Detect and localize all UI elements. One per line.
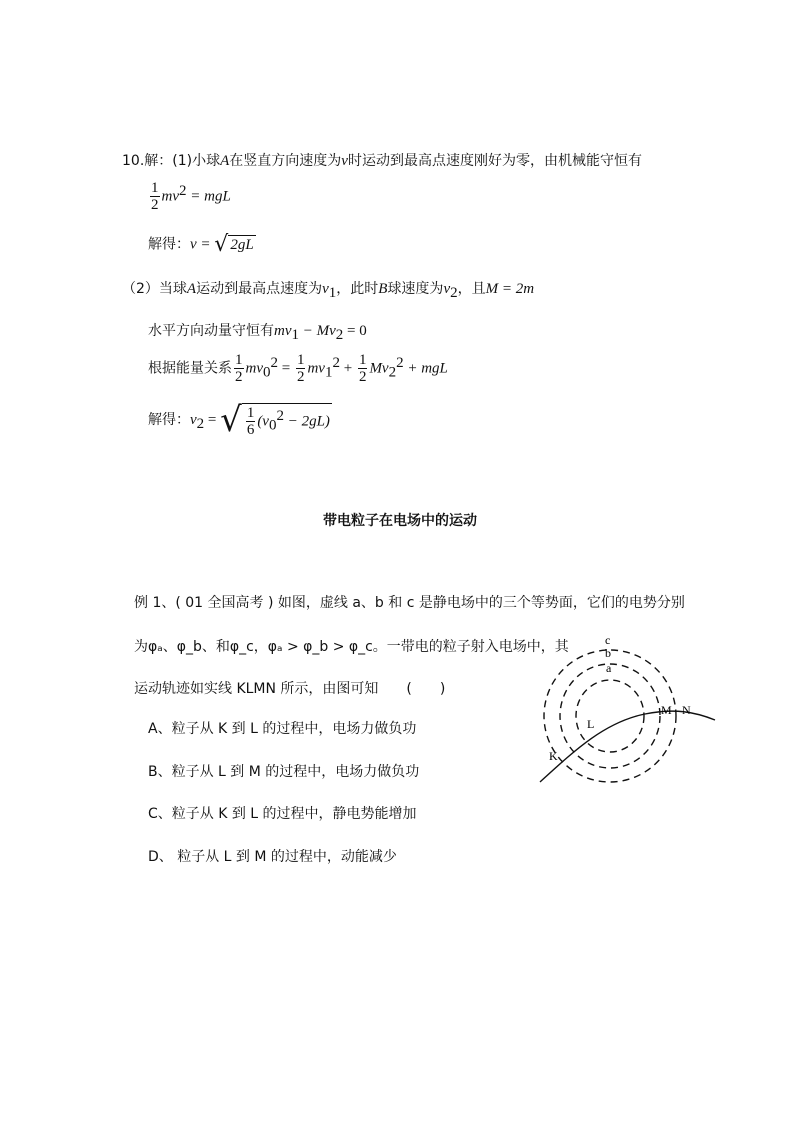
option-c: C、粒子从 K 到 L 的过程中，静电势能增加 (148, 806, 417, 822)
label-b: b (605, 646, 611, 660)
example-line-1: 例 1、( 01 全国高考 ) 如图，虚线 a、b 和 c 是静电场中的三个等势面，它们的电势分别 (134, 595, 685, 611)
equipotential-a (576, 680, 644, 752)
solution-result-1: 解得：v = √ 2gL (148, 232, 254, 257)
label-a: a (606, 661, 612, 675)
section-title: 带电粒子在电场中的运动 (323, 513, 477, 529)
momentum-equation: 水平方向动量守恒有$mv_1 - Mv_2 = 0$ (148, 323, 367, 343)
label-c: c (605, 633, 611, 647)
example-line-3: 运动轨迹如实线 KLMN 所示，由图可知 ( ) (134, 681, 446, 697)
option-b: B、粒子从 L 到 M 的过程中，电场力做负功 (148, 764, 420, 780)
option-a: A、粒子从 K 到 L 的过程中，电场力做负功 (148, 721, 417, 737)
energy-equation-2: 根据能量关系 $\frac{1}{2}$ $mv_0^2$ = $\frac{1}{2}$ $mv_1^2$ + $\frac{1}{2}$ $Mv_2^2$ + mgL (148, 352, 448, 385)
equation-energy-1: $\frac{1}{2}$ $mv^2$ = mgL (151, 180, 231, 213)
label-l: L (587, 717, 595, 731)
label-n: N (682, 703, 691, 717)
solution-result-2: 解得：$v_2$ = √ $\frac{1}{6}$ $(v_0^2 - 2gL)$ (148, 400, 330, 440)
example-line-2: 为φₐ、φ_b、和φ_c，φₐ > φ_b > φ_c。一带电的粒子射入电场中，其 (134, 639, 569, 655)
equipotential-diagram (535, 630, 735, 790)
option-d: D、 粒子从 L 到 M 的过程中，动能减少 (148, 849, 397, 865)
solution-line-1: 10.解：(1)小球A在竖直方向速度为v时运动到最高点速度刚好为零，由机械能守恒有 (122, 153, 642, 169)
label-m: M (661, 703, 672, 717)
solution-line-2: （2）当球A运动到最高点速度为$v_1$，此时B球速度为$v_2$，且M = 2m (122, 281, 535, 301)
label-k: K (549, 749, 558, 763)
